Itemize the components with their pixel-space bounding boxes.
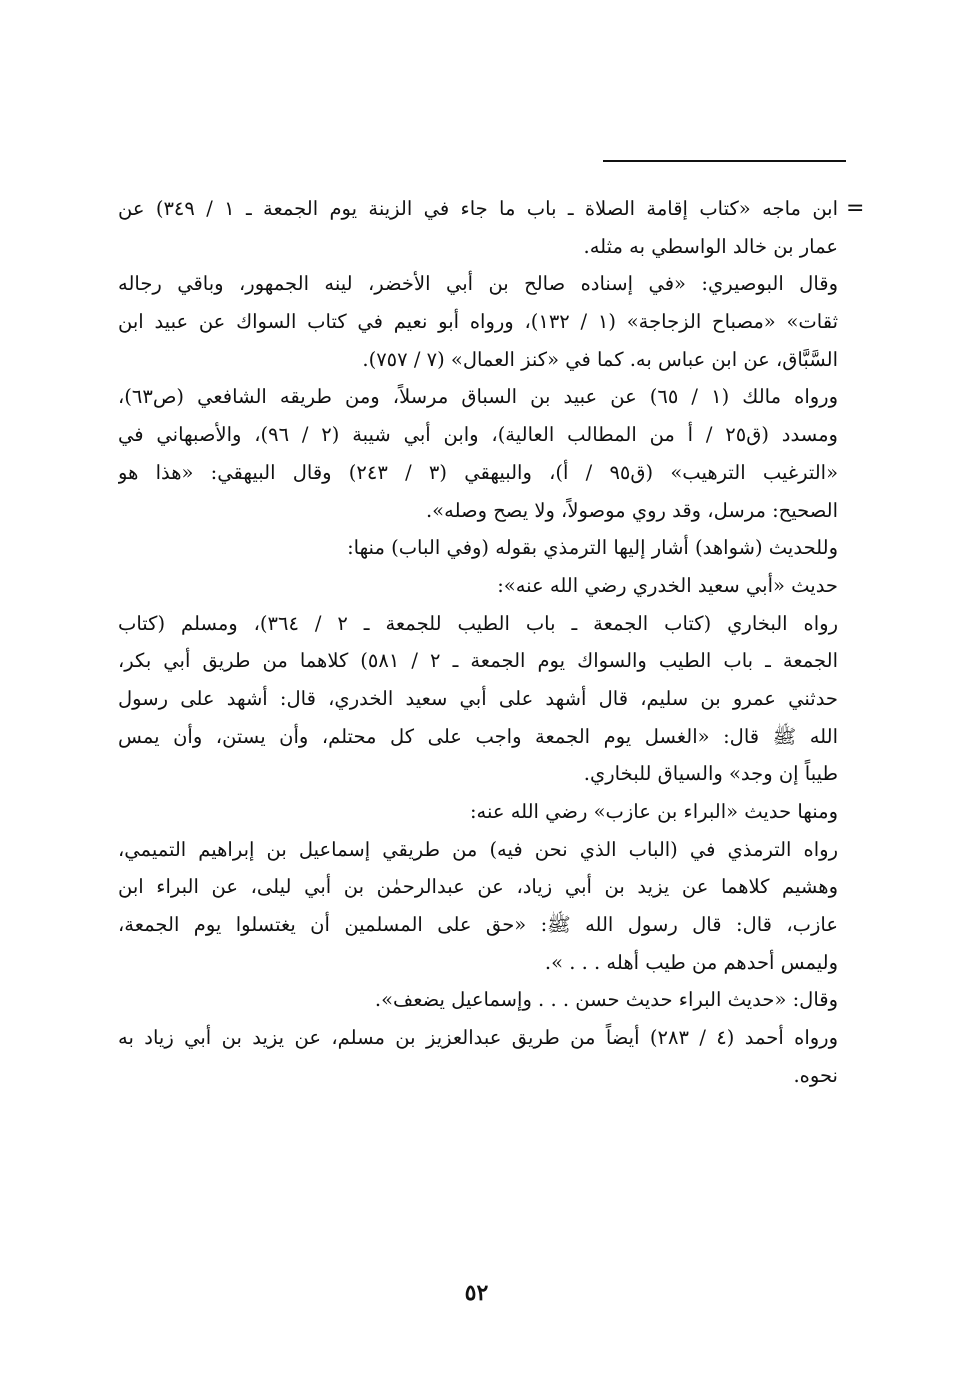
text-line: ومسدد (ق٢٥ / أ من المطالب العالية)، وابن أبي شيبة (٢ / ٩٦)، والأصبهاني في: [118, 423, 838, 447]
text-line: رواه الترمذي في (الباب الذي نحن فيه) من طريقي إسماعيل بن إبراهيم التميمي،: [118, 837, 838, 861]
text-line: وقال: «حديث البراء حديث حسن . . . وإسماعيل يضعف».: [374, 988, 838, 1012]
text-line: السَّبَّاق، عن ابن عباس به. كما في «كنز العمال» (٧ / ٧٥٧).: [362, 347, 838, 371]
text-line: نحوه.: [793, 1063, 838, 1087]
footnote-text: [118, 190, 838, 1095]
continuation-mark: =: [846, 196, 865, 221]
text-line: وللحديث (شواهد) أشار إليها الترمذي بقوله (وفي الباب) منها:: [347, 536, 838, 560]
text-line: «الترغيب الترهيب» (ق٩٥ / أ)، والبيهقي (٣ / ٢٤٣) وقال البيهقي: «هذا هو: [118, 460, 838, 484]
text-line: وليمس أحدهم من طيب أهله . . . ».: [544, 950, 838, 974]
text-line: الله ﷺ قال: «الغسل يوم الجمعة واجب على كل محتلم، وأن يستن، وأن يمس: [118, 724, 838, 748]
footnote-separator-rule: [603, 160, 846, 162]
text-line: الصحيح: مرسل، وقد روي موصولاً، ولا يصح وصله».: [425, 498, 838, 522]
text-line: الجمعة ـ باب الطيب والسواك يوم الجمعة ـ ٢ / ٥٨١) كلاهما من طريق أبي بكر،: [118, 649, 838, 673]
text-line: ورواه أحمد (٤ / ٢٨٣) أيضاً من طريق عبدالعزيز بن مسلم، عن يزيد بن أبي زياد به: [118, 1026, 838, 1050]
text-line: رواه البخاري (كتاب الجمعة ـ باب الطيب للجمعة ـ ٢ / ٣٦٤)، ومسلم (كتاب: [118, 611, 838, 635]
text-line: حدثني عمرو بن سليم، قال أشهد على أبي سعيد الخدري، قال: أشهد على رسول: [118, 686, 838, 710]
text-line: ورواه مالك (١ / ٦٥) عن عبيد بن السباق مرسلاً، ومن طريقه الشافعي (ص٦٣)،: [118, 385, 838, 409]
text-line: عازب، قال: قال رسول الله ﷺ: «حق على المسلمين أن يغتسلوا يوم الجمعة،: [118, 913, 838, 937]
text-line: وقال البوصيري: «في إسناده صالح بن أبي الأخضر، لينه الجمهور، وباقي رجاله: [118, 272, 838, 296]
text-line: ابن ماجه «كتاب إقامة الصلاة ـ باب ما جاء في الزينة يوم الجمعة ـ ١ / ٣٤٩) عن: [118, 197, 838, 220]
text-line: وهشيم كلاهما عن يزيد بن أبي زياد، عن عبدالرحمٰن بن أبي ليلى، عن البراء ابن: [118, 875, 838, 899]
text-line: ومنها حديث «البراء بن عازب» رضي الله عنه:: [469, 800, 838, 823]
text-line: حديث «أبي سعيد الخدري رضي الله عنه»:: [497, 573, 838, 597]
page-number: ٥٢: [464, 1280, 489, 1306]
text-line: طيباً إن وجد» والسياق للبخاري.: [583, 762, 838, 786]
text-line: عمار بن خالد الواسطي به مثله.: [583, 234, 838, 258]
text-line: ثقات» «مصباح الزجاجة» (١ / ١٣٢)، ورواه أبو نعيم في كتاب السواك عن عبيد ابن: [118, 310, 838, 334]
